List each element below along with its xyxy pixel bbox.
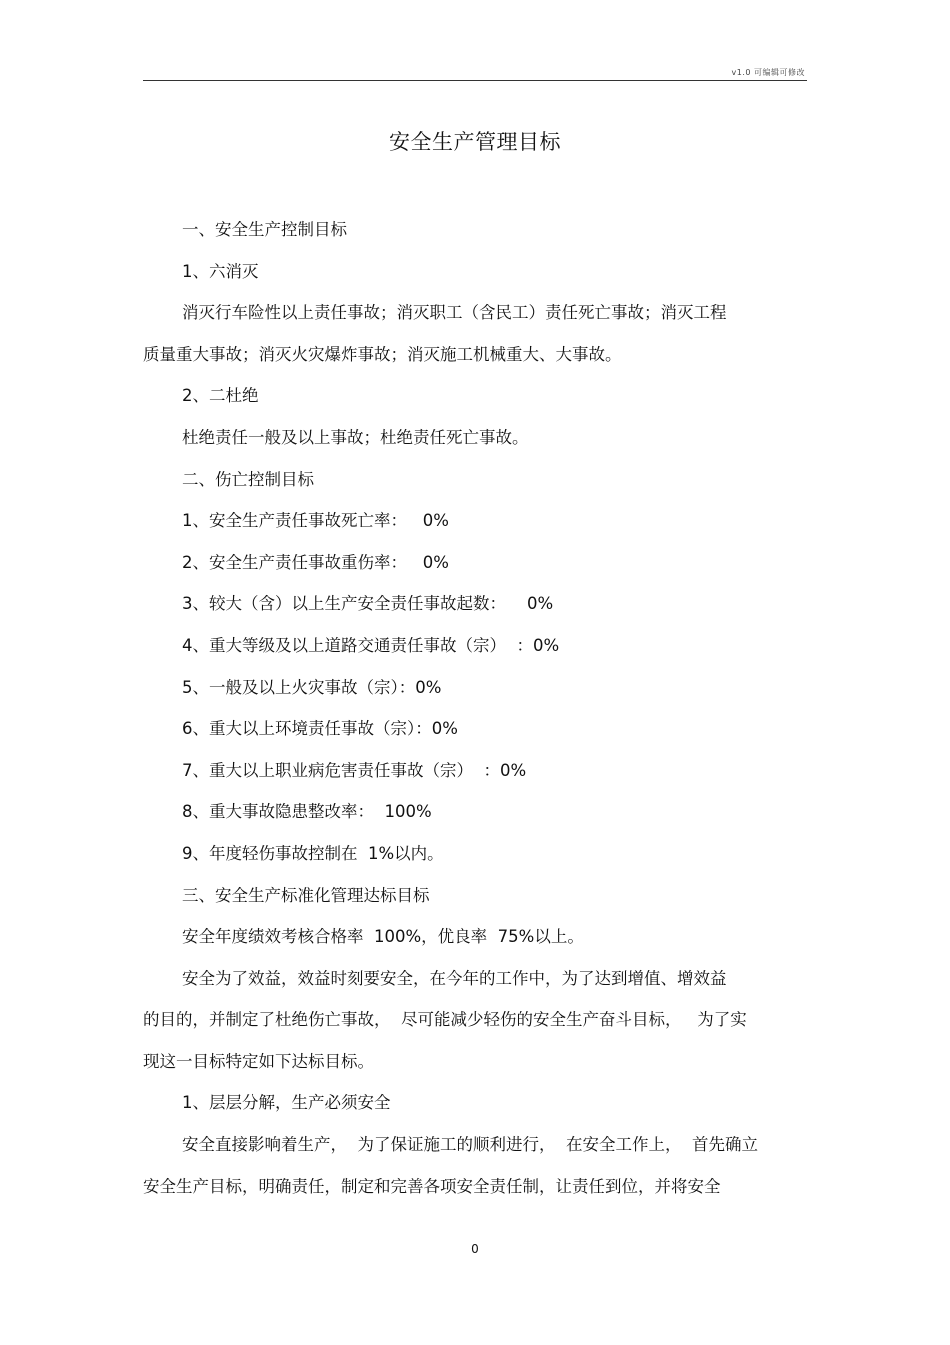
paragraph-line: 杜绝责任一般及以上事故；杜绝责任死亡事故。	[182, 427, 529, 447]
target-item: 4、重大等级及以上道路交通责任事故（宗） ：0%	[182, 635, 560, 655]
header-divider	[143, 80, 807, 81]
page-number: 0	[471, 1242, 479, 1256]
section-heading-1: 一、安全生产控制目标	[182, 220, 347, 239]
target-item: 3、较大（含）以上生产安全责任事故起数： 0%	[182, 594, 554, 614]
paragraph-line: 安全直接影响着生产， 为了保证施工的顺利进行， 在安全工作上， 首先确立	[182, 1135, 758, 1155]
document-body	[143, 209, 807, 1207]
paragraph-line: 安全生产目标，明确责任，制定和完善各项安全责任制，让责任到位，并将安全	[143, 1176, 721, 1196]
target-item: 5、一般及以上火灾事故（宗）：0%	[182, 677, 442, 697]
subheading-six-eliminations: 1、六消灭	[182, 261, 259, 281]
paragraph-line: 现这一目标特定如下达标目标。	[143, 1051, 374, 1071]
paragraph-line: 质量重大事故；消灭火灾爆炸事故；消灭施工机械重大、大事故。	[143, 344, 622, 364]
paragraph-line: 安全年度绩效考核合格率 100%，优良率 75%以上。	[182, 927, 584, 947]
section-heading-3: 三、安全生产标准化管理达标目标	[182, 885, 430, 905]
target-item: 2、安全生产责任事故重伤率： 0%	[182, 552, 449, 572]
target-item: 1、安全生产责任事故死亡率： 0%	[182, 511, 449, 531]
header-version-note: v1.0 可编辑可修改	[731, 68, 805, 77]
document-title: 安全生产管理目标	[389, 130, 561, 154]
target-item: 6、重大以上环境责任事故（宗）：0%	[182, 719, 458, 739]
paragraph-line: 消灭行车险性以上责任事故；消灭职工（含民工）责任死亡事故；消灭工程	[182, 303, 727, 323]
target-item: 7、重大以上职业病危害责任事故（宗） ：0%	[182, 760, 527, 780]
target-item: 8、重大事故隐患整改率： 100%	[182, 802, 432, 822]
target-item: 9、年度轻伤事故控制在 1%以内。	[182, 843, 444, 863]
paragraph-line: 的目的，并制定了杜绝伤亡事故， 尽可能减少轻伤的安全生产奋斗目标， 为了实	[143, 1010, 747, 1030]
section-heading-2: 二、伤亡控制目标	[182, 469, 314, 489]
paragraph-line: 安全为了效益，效益时刻要安全，在今年的工作中，为了达到增值、增效益	[182, 968, 727, 988]
subheading-layered-breakdown: 1、层层分解，生产必须安全	[182, 1093, 391, 1113]
subheading-two-eradications: 2、二杜绝	[182, 386, 259, 406]
